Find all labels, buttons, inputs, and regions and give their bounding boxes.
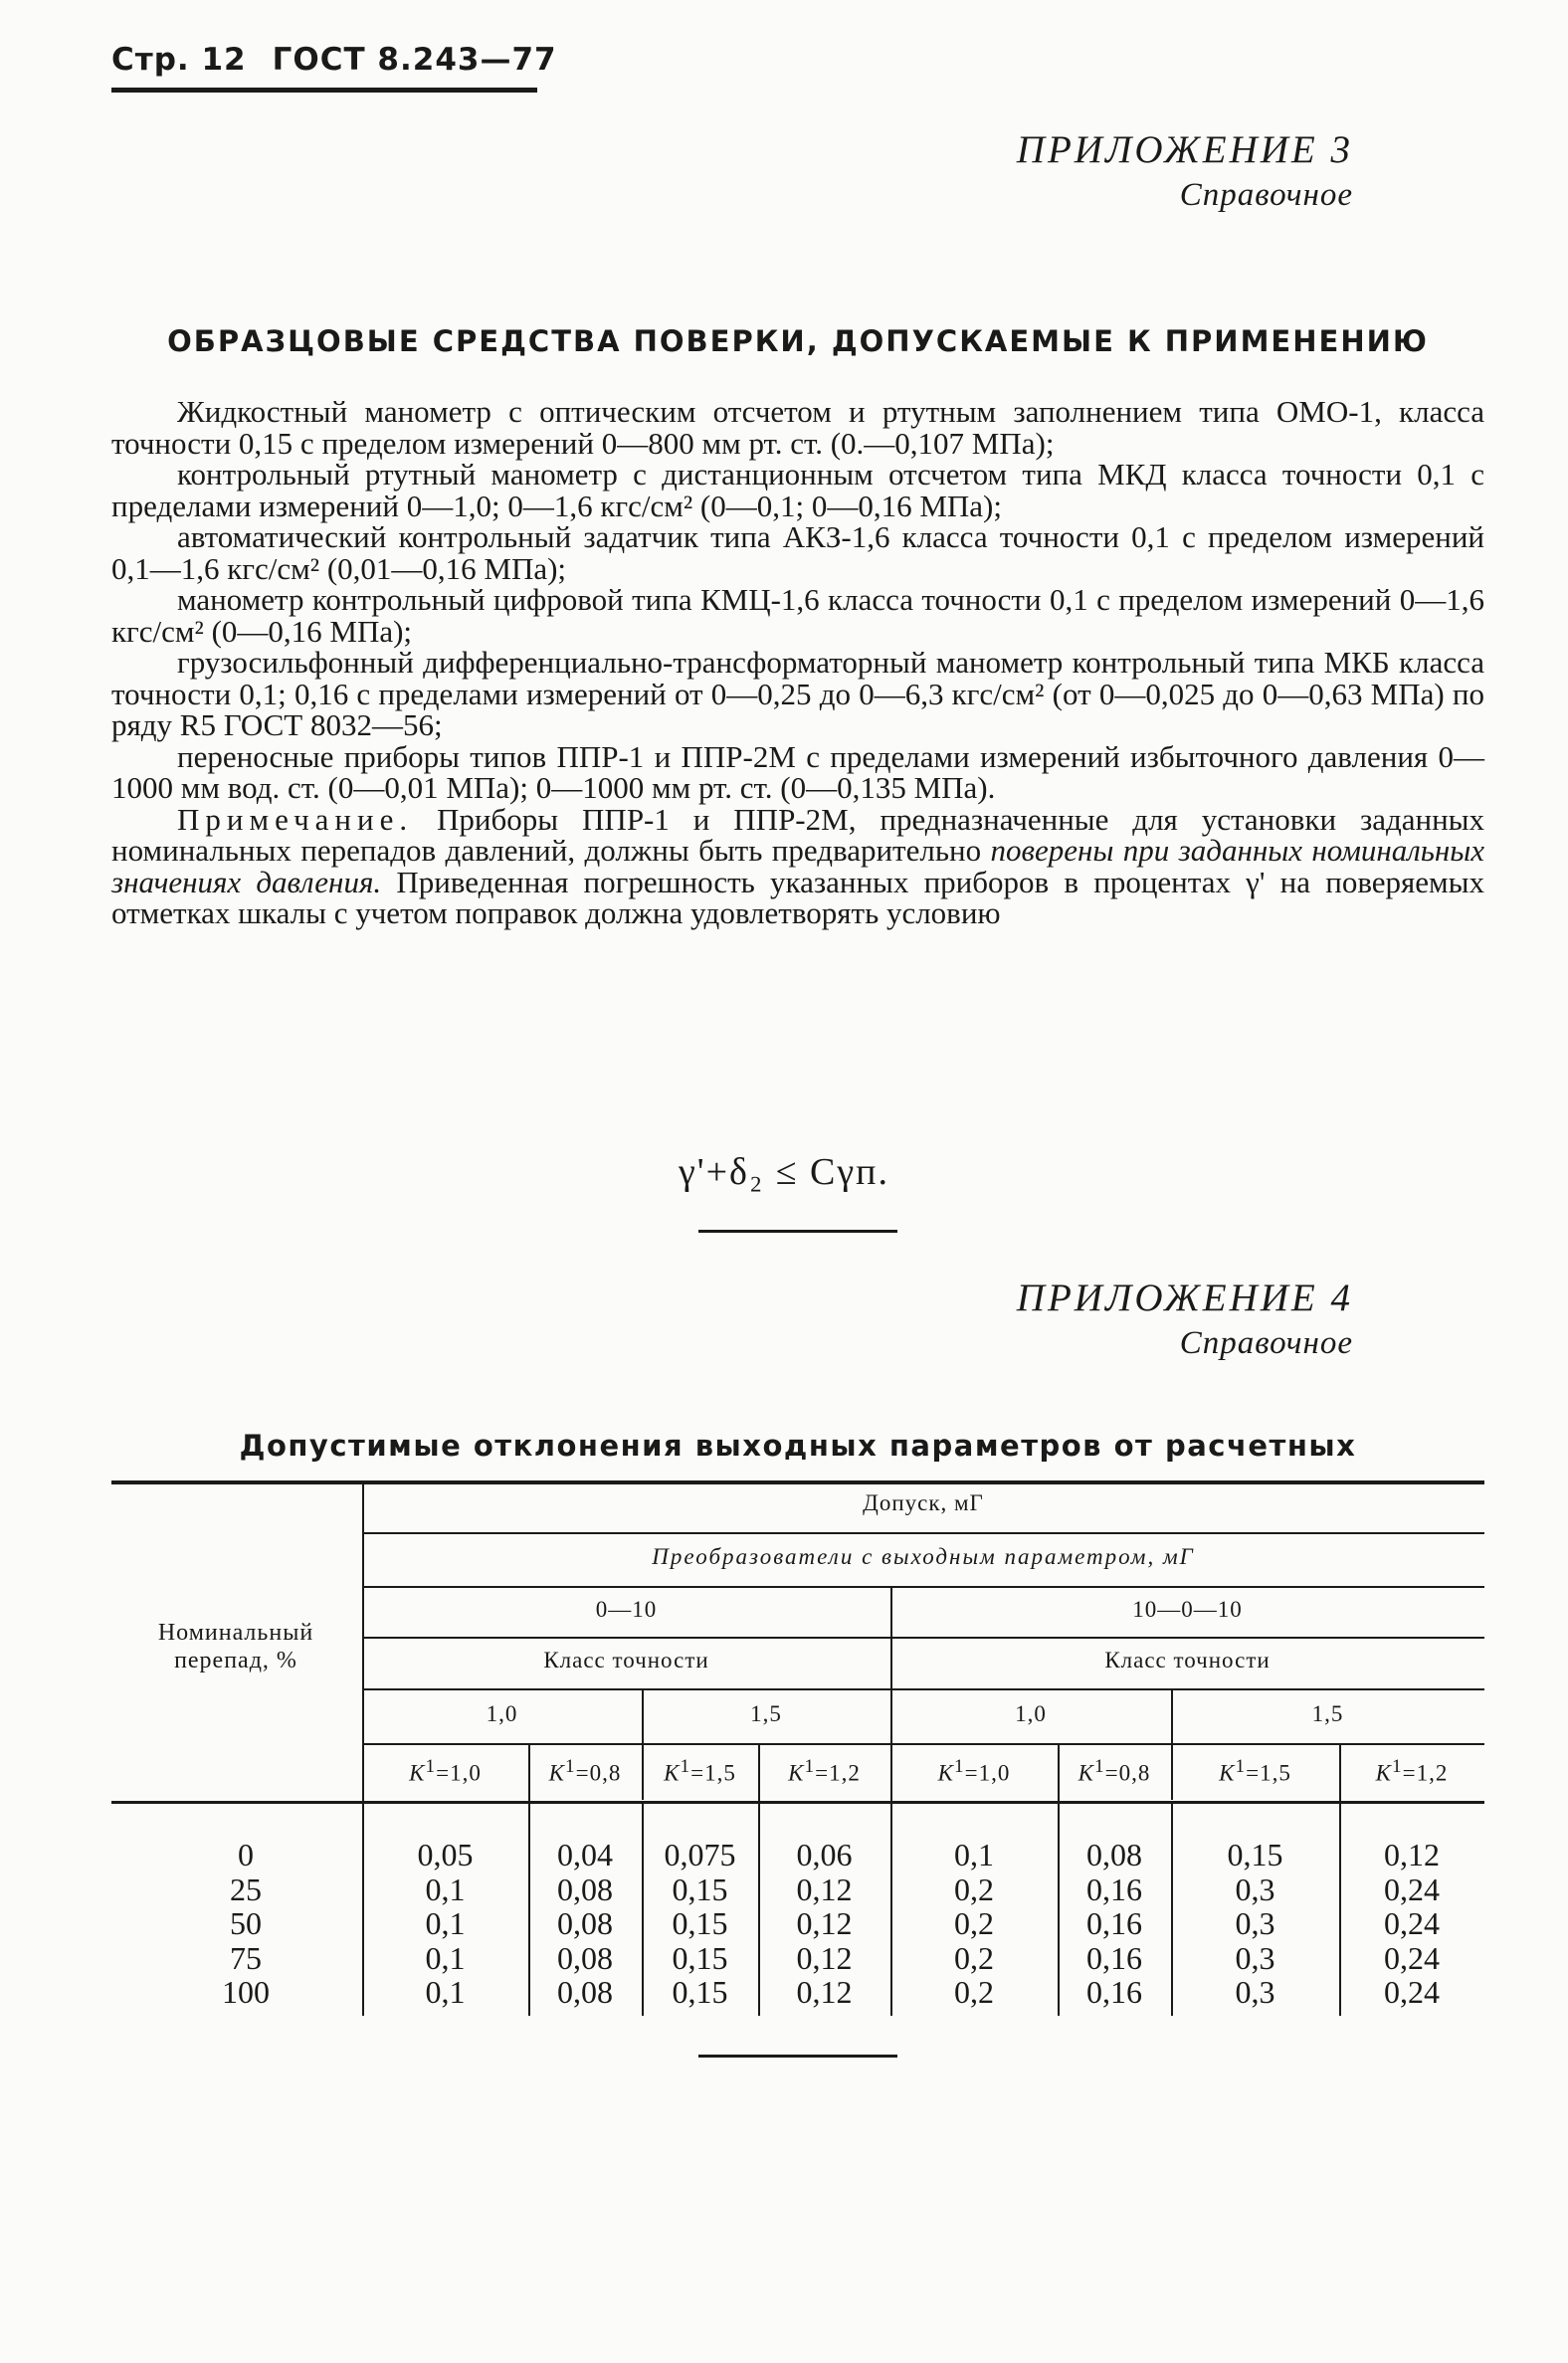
value-column — [1339, 1838, 1484, 2010]
k-superscript: 1 — [804, 1756, 816, 1777]
value-cell: 0,2 — [954, 1905, 994, 1941]
table-rule — [890, 1588, 892, 2016]
value-cell: 0,2 — [954, 1974, 994, 2010]
paragraph: грузосильфонный дифференциально-трансформаторный манометр контрольный типа МКБ класса точности 0,1; 0,16 с пределами измерений от 0—0,25 до 0—6,3 кгс/см² (от 0—0,025 до 0—0,63 МПа) по ряду R5 ГОСТ 8032—56; — [111, 645, 1484, 742]
percent-cell: 100 — [222, 1974, 270, 2010]
row-header-line: перепад, % — [174, 1648, 297, 1674]
value-column — [642, 1838, 758, 2010]
value-cell: 0,16 — [1086, 1871, 1142, 1907]
formula: γ'+δ₂ ≤ Cγп. — [678, 1151, 890, 1193]
separator-rule — [698, 2055, 897, 2058]
header-k: $K^1=1,0$ — [409, 1756, 482, 1786]
value-cell: 0,3 — [1235, 1939, 1275, 1976]
header-k: $K^1=1,2$ — [788, 1756, 861, 1786]
table-header-bottom-rule — [111, 1801, 1484, 1804]
k-symbol: K — [548, 1760, 566, 1786]
header-accuracy-value: 1,0 — [486, 1701, 518, 1726]
table-rule — [362, 1586, 1484, 1588]
table-rule — [362, 1743, 1484, 1745]
table-rule — [362, 1637, 1484, 1639]
value-cell: 0,3 — [1235, 1905, 1275, 1941]
value-cell: 0,12 — [1384, 1837, 1440, 1872]
k-superscript: 1 — [1094, 1756, 1105, 1777]
header-k: $K^1=0,8$ — [548, 1756, 622, 1786]
value-column — [758, 1838, 890, 2010]
k-symbol: K — [664, 1760, 681, 1786]
value-cell: 0,2 — [954, 1871, 994, 1907]
value-cell: 0,08 — [1086, 1837, 1142, 1872]
value-cell: 0,16 — [1086, 1974, 1142, 2010]
value-cell: 0,2 — [954, 1939, 994, 1976]
appendix-3-subtitle: Справочное — [1179, 177, 1353, 213]
table-rule — [1339, 1745, 1341, 2016]
note-paragraph — [111, 801, 1485, 930]
table-top-rule — [111, 1480, 1484, 1484]
appendix-3-title: ПРИЛОЖЕНИЕ 3 — [1016, 128, 1353, 171]
row-header — [111, 1619, 360, 1674]
k-symbol: K — [1078, 1760, 1095, 1786]
value-cell: 0,1 — [425, 1974, 466, 2010]
k-symbol: K — [1375, 1760, 1393, 1786]
k-symbol: K — [409, 1760, 426, 1786]
header-accuracy-value: 1,5 — [1311, 1701, 1344, 1726]
appendix-4-title: ПРИЛОЖЕНИЕ 4 — [1016, 1277, 1353, 1319]
note-text: Приведенная погрешность указанных приборов в процентах γ' на поверяемых отметках шкалы с учетом поправок должна удовлетворять условию — [111, 864, 1484, 930]
header-accuracy-class: Класс точности — [1104, 1648, 1271, 1673]
table-rule — [528, 1745, 530, 2016]
value-cell: 0,08 — [557, 1905, 613, 1941]
percent-cell: 75 — [230, 1939, 262, 1976]
separator-rule — [698, 1230, 897, 1233]
value-cell: 0,24 — [1384, 1871, 1440, 1907]
row-header-line: Номинальный — [157, 1620, 314, 1646]
value-cell: 0,08 — [557, 1939, 613, 1976]
value-column — [890, 1838, 1058, 2010]
k-superscript: 1 — [680, 1756, 691, 1777]
value-cell: 0,12 — [796, 1905, 853, 1941]
header-accuracy-value: 1,5 — [750, 1701, 782, 1726]
value-cell: 0,15 — [672, 1939, 728, 1976]
value-cell: 0,1 — [954, 1837, 994, 1872]
value-cell: 0,06 — [796, 1837, 853, 1872]
k-superscript: 1 — [1392, 1756, 1403, 1777]
appendix-3-heading: ОБРАЗЦОВЫЕ СРЕДСТВА ПОВЕРКИ, ДОПУСКАЕМЫЕ К ПРИМЕНЕНИЮ — [167, 324, 1429, 358]
value-cell: 0,15 — [672, 1871, 728, 1907]
k-value: 1,0 — [450, 1760, 482, 1786]
value-cell: 0,24 — [1384, 1905, 1440, 1941]
header-range: 0—10 — [595, 1597, 658, 1622]
value-cell: 0,15 — [672, 1905, 728, 1941]
value-cell: 0,3 — [1235, 1974, 1275, 2010]
table-rule — [642, 1803, 644, 2016]
k-value: 0,8 — [1118, 1760, 1151, 1786]
table-rule — [642, 1690, 644, 1800]
k-value: 1,5 — [1260, 1760, 1291, 1786]
header-k: $K^1=0,8$ — [1078, 1756, 1151, 1786]
k-symbol: K — [788, 1760, 805, 1786]
appendix-3-label — [1017, 127, 1353, 217]
k-superscript: 1 — [1235, 1756, 1247, 1777]
percent-cell: 50 — [230, 1905, 262, 1941]
value-cell: 0,15 — [1227, 1837, 1283, 1872]
value-cell: 0,24 — [1384, 1939, 1440, 1976]
value-cell: 0,16 — [1086, 1939, 1142, 1976]
table-rule — [758, 1745, 760, 2016]
k-superscript: 1 — [954, 1756, 965, 1777]
value-cell: 0,1 — [425, 1939, 466, 1976]
value-column — [1171, 1838, 1339, 2010]
note-label: Примечание. — [177, 801, 414, 837]
header-accuracy-class: Класс точности — [543, 1648, 709, 1673]
value-cell: 0,08 — [557, 1974, 613, 2010]
table-rule — [362, 1482, 364, 2016]
paragraph: переносные приборы типов ППР-1 и ППР-2М с пределами измерений избыточного давления 0—1000 мм вод. ст. (0—0,01 МПа); 0—1000 мм рт. ст. (0—0,135 МПа). — [111, 738, 1484, 805]
standard-number: ГОСТ 8.243—77 — [272, 42, 557, 78]
table-rule — [1058, 1745, 1060, 2016]
table-rule — [1171, 1803, 1173, 2016]
k-symbol: K — [1219, 1760, 1236, 1786]
k-superscript: 1 — [425, 1756, 437, 1777]
paragraph: манометр контрольный цифровой типа КМЦ-1,6 класса точности 0,1 с пределом измерений 0—1,6 кгс/см² (0—0,16 МПа); — [111, 582, 1484, 649]
note-text-italic: поверены при заданных номинальных значениях давления. — [111, 833, 1485, 899]
k-value: 1,5 — [704, 1760, 736, 1786]
value-cell: 0,08 — [557, 1871, 613, 1907]
value-column — [1058, 1838, 1171, 2010]
page-number: Стр. 12 — [111, 42, 247, 78]
table-rule — [362, 1532, 1484, 1534]
table-rule — [1171, 1690, 1173, 1800]
k-value: 1,0 — [978, 1760, 1011, 1786]
appendix-4-subtitle: Справочное — [1179, 1325, 1353, 1361]
header-k: $K^1=1,5$ — [664, 1756, 736, 1786]
percent-cell: 25 — [230, 1871, 262, 1907]
value-cell: 0,1 — [425, 1871, 466, 1907]
header-range: 10—0—10 — [1132, 1597, 1243, 1622]
k-value: 1,2 — [829, 1760, 861, 1786]
note-text: Приборы ППР-1 и ППР-2М, предназначенные для установки заданных номинальных перепадов давлений, должны быть предварительно — [111, 801, 1485, 868]
value-column — [362, 1838, 528, 2010]
k-value: 0,8 — [589, 1760, 622, 1786]
paragraph: автоматический контрольный задатчик типа АКЗ-1,6 класса точности 0,1 с пределом измерений 0,1—1,6 кгс/см² (0,01—0,16 МПа); — [111, 519, 1484, 586]
value-cell: 0,3 — [1235, 1871, 1275, 1907]
appendix-3-body — [111, 396, 1484, 929]
header-k: $K^1=1,5$ — [1219, 1756, 1291, 1786]
k-symbol: K — [937, 1760, 955, 1786]
header-k: $K^1=1,0$ — [937, 1756, 1011, 1786]
value-cell: 0,15 — [672, 1974, 728, 2010]
table-title: Допустимые отклонения выходных параметров от расчетных — [239, 1429, 1357, 1463]
value-cell: 0,075 — [664, 1837, 736, 1872]
k-value: 1,2 — [1416, 1760, 1449, 1786]
paragraph: контрольный ртутный манометр с дистанционным отсчетом типа МКД класса точности 0,1 с пределами измерений 0—1,0; 0—1,6 кгс/см² (0—0,1; 0—0,16 МПа); — [111, 457, 1484, 523]
header-converters: Преобразователи с выходным параметром, мГ — [652, 1544, 1195, 1569]
table-rule — [362, 1688, 1484, 1690]
percent-cell: 0 — [238, 1837, 254, 1872]
page-header — [111, 42, 557, 93]
percent-column — [191, 1838, 300, 2010]
value-cell: 0,1 — [425, 1905, 466, 1941]
header-tolerance: Допуск, мГ — [863, 1490, 984, 1515]
header-k: $K^1=1,2$ — [1375, 1756, 1449, 1786]
value-cell: 0,16 — [1086, 1905, 1142, 1941]
value-cell: 0,12 — [796, 1871, 853, 1907]
value-cell: 0,05 — [417, 1837, 474, 1872]
k-superscript: 1 — [565, 1756, 576, 1777]
value-cell: 0,12 — [796, 1939, 853, 1976]
value-column — [528, 1838, 642, 2010]
value-cell: 0,12 — [796, 1974, 853, 2010]
appendix-4-label — [1017, 1276, 1353, 1365]
paragraph: Жидкостный манометр с оптическим отсчетом и ртутным заполнением типа ОМО-1, класса точности 0,15 с пределом измерений 0—800 мм рт. ст. (0.—0,107 МПа); — [111, 394, 1484, 461]
value-cell: 0,04 — [557, 1837, 613, 1872]
header-accuracy-value: 1,0 — [1015, 1701, 1047, 1726]
value-cell: 0,24 — [1384, 1974, 1440, 2010]
